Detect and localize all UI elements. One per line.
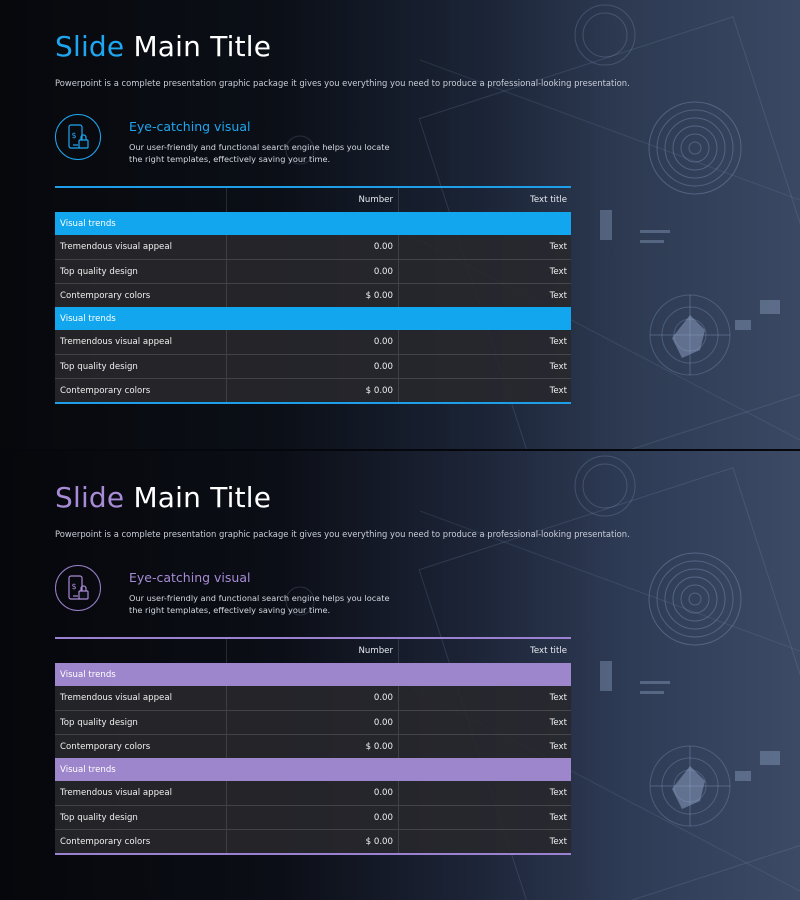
feature-description: Our user-friendly and functional search engine helps you locate the right templates, effectively saving your time.	[129, 593, 390, 615]
table-row	[55, 805, 571, 829]
row-number: $ 0.00	[227, 284, 399, 307]
group-label: Visual trends	[60, 669, 116, 680]
group-header-row	[55, 212, 571, 235]
feature-description: Our user-friendly and functional search engine helps you locate the right templates, effectively saving your time.	[129, 142, 390, 164]
row-name: Top quality design	[55, 711, 227, 734]
slide-title	[55, 30, 271, 63]
slide-subtitle: Powerpoint is a complete presentation graphic package it gives you everything you need to produce a professional-looking presentation.	[55, 529, 630, 539]
row-text: Text	[549, 693, 567, 703]
title-accent: Slide	[55, 30, 125, 63]
mobile-dollar-lock-icon	[55, 114, 101, 160]
row-text: Text	[549, 717, 567, 728]
row-name: Top quality design	[55, 806, 227, 829]
row-name: Contemporary colors	[55, 379, 227, 402]
row-name: Top quality design	[55, 355, 227, 378]
row-text: Text	[549, 266, 567, 277]
title-rest: Main Title	[133, 30, 272, 63]
header-cell-name	[55, 639, 227, 663]
group-label: Visual trends	[60, 313, 116, 324]
row-text: Text	[549, 337, 567, 347]
row-name: Tremendous visual appeal	[55, 686, 227, 710]
table-row	[55, 259, 571, 283]
header-cell-text-title: Text title	[530, 195, 567, 205]
table-row	[55, 378, 571, 402]
group-label: Visual trends	[60, 218, 116, 229]
table-header-row	[55, 639, 571, 663]
row-name: Contemporary colors	[55, 830, 227, 853]
table-row	[55, 829, 571, 853]
group-header-row	[55, 307, 571, 330]
feature-title: Eye-catching visual	[129, 570, 251, 585]
row-text: Text	[549, 385, 567, 396]
table-header-row	[55, 188, 571, 212]
row-number: 0.00	[227, 235, 399, 259]
row-text: Text	[549, 812, 567, 823]
table-row	[55, 781, 571, 805]
header-cell-name	[55, 188, 227, 212]
header-cell-number: Number	[227, 188, 399, 212]
row-number: $ 0.00	[227, 735, 399, 758]
row-name: Tremendous visual appeal	[55, 330, 227, 354]
row-number: 0.00	[227, 260, 399, 283]
slide-1	[0, 0, 800, 449]
data-table	[55, 637, 571, 855]
row-name: Contemporary colors	[55, 284, 227, 307]
row-text: Text	[549, 788, 567, 798]
row-number: 0.00	[227, 355, 399, 378]
mobile-dollar-lock-icon	[55, 565, 101, 611]
group-header-row	[55, 758, 571, 781]
row-number: 0.00	[227, 781, 399, 805]
row-text: Text	[549, 836, 567, 847]
row-number: $ 0.00	[227, 830, 399, 853]
table-row	[55, 354, 571, 378]
row-number: 0.00	[227, 711, 399, 734]
row-name: Contemporary colors	[55, 735, 227, 758]
row-text: Text	[549, 242, 567, 252]
slide-title	[55, 481, 271, 514]
table-row	[55, 283, 571, 307]
table-row	[55, 710, 571, 734]
row-number: 0.00	[227, 686, 399, 710]
header-cell-number: Number	[227, 639, 399, 663]
title-accent: Slide	[55, 481, 125, 514]
data-table	[55, 186, 571, 404]
header-cell-text-title: Text title	[530, 646, 567, 656]
group-header-row	[55, 663, 571, 686]
row-text: Text	[549, 290, 567, 301]
row-number: $ 0.00	[227, 379, 399, 402]
table-row	[55, 686, 571, 710]
svg-text:$: $	[71, 582, 77, 591]
row-name: Top quality design	[55, 260, 227, 283]
row-name: Tremendous visual appeal	[55, 781, 227, 805]
svg-text:$: $	[71, 131, 77, 140]
feature-title: Eye-catching visual	[129, 119, 251, 134]
row-number: 0.00	[227, 806, 399, 829]
row-number: 0.00	[227, 330, 399, 354]
row-text: Text	[549, 741, 567, 752]
table-row	[55, 734, 571, 758]
table-row	[55, 235, 571, 259]
slide-2	[0, 451, 800, 900]
title-rest: Main Title	[133, 481, 272, 514]
table-row	[55, 330, 571, 354]
row-text: Text	[549, 361, 567, 372]
row-name: Tremendous visual appeal	[55, 235, 227, 259]
slide-subtitle: Powerpoint is a complete presentation graphic package it gives you everything you need to produce a professional-looking presentation.	[55, 78, 630, 88]
group-label: Visual trends	[60, 764, 116, 775]
